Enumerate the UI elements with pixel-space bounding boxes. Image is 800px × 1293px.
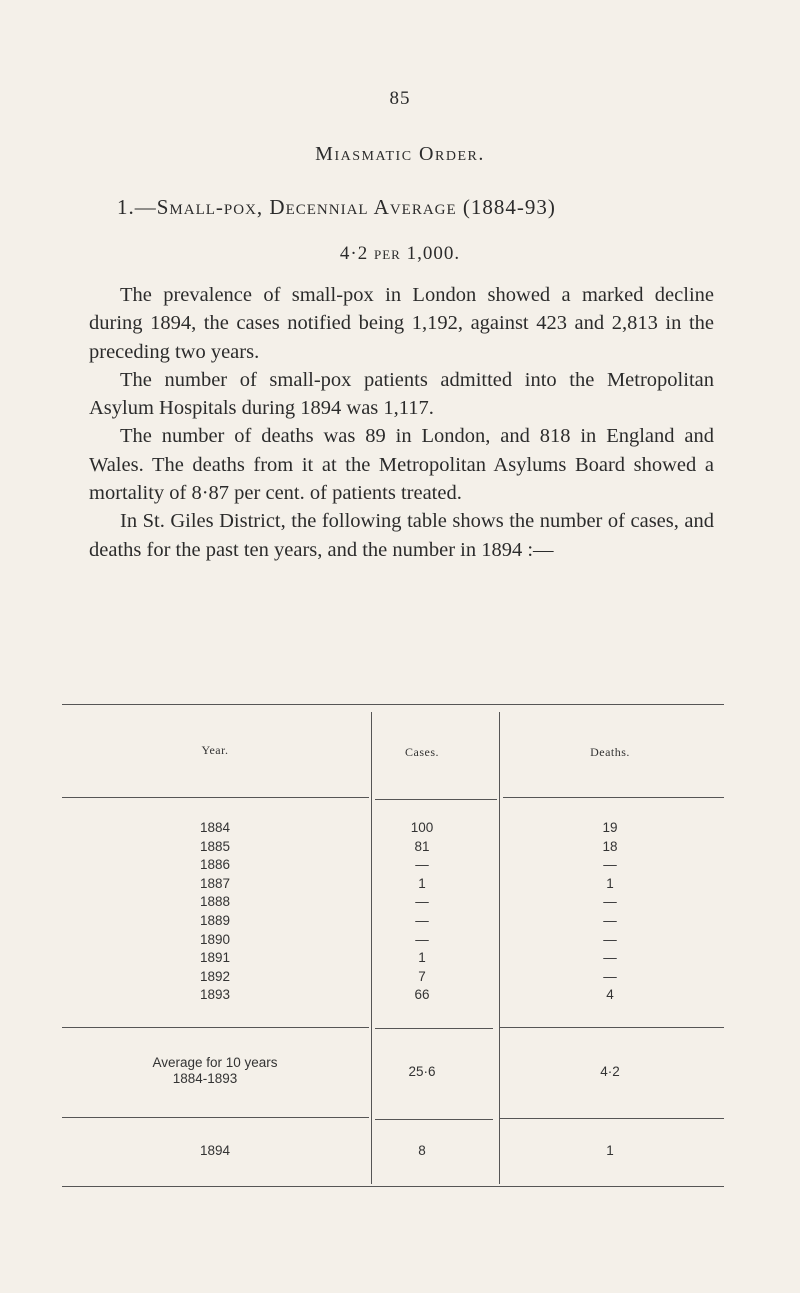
table-cell-deaths: 4 [606, 987, 614, 1003]
table-cell-deaths: — [603, 894, 617, 910]
paragraph: In St. Giles District, the following table shows the number of cases, and deaths for the past ten years, and the number in 1894 :— [89, 510, 714, 561]
table-cell-year: 1884 [199, 820, 231, 835]
table-cell-year: 1891 [199, 950, 231, 966]
table-rule [62, 1027, 369, 1028]
column-header-cases: Cases. [405, 745, 439, 759]
table-cell-cases: 81 [414, 838, 430, 854]
table-cell-cases: 66 [414, 987, 430, 1003]
table-cell-cases: — [415, 894, 429, 910]
table-rule [62, 1117, 369, 1118]
table-rule [503, 797, 724, 798]
table-cell-year: 1886 [199, 857, 231, 873]
table-cell-cases: 1 [418, 875, 426, 891]
cases-column [372, 819, 472, 1005]
average-label [115, 1055, 315, 1087]
current-cases: 8 [418, 1143, 426, 1158]
order-heading: Miasmatic Order. [315, 143, 485, 165]
average-label-line2: 1884-1893 [172, 1071, 238, 1086]
page-number: 85 [389, 88, 411, 109]
paragraph: The number of small-pox patients admitted into the Metropolitan Asylum Hospitals during 1894 was 1,117. [89, 368, 714, 420]
year-column [115, 819, 315, 1005]
table-cell-deaths: — [603, 950, 617, 966]
table-cell-year: 1889 [199, 912, 231, 928]
table-rule [62, 797, 369, 798]
section-heading: 1.—Small-pox, Decennial Average (1884-93) [117, 195, 556, 219]
table-cell-deaths: — [603, 968, 617, 984]
table-cell-year: 1890 [199, 931, 231, 947]
table-cell-year: 1887 [199, 875, 231, 891]
current-year: 1894 [199, 1143, 231, 1158]
table-rule [500, 1118, 724, 1119]
table-cell-cases: 100 [410, 820, 434, 835]
column-header-year: Year. [201, 743, 229, 757]
table-cell-cases: — [415, 857, 429, 873]
table-cell-year: 1892 [199, 968, 231, 984]
table-cell-deaths: 19 [602, 820, 618, 835]
deaths-column [500, 819, 720, 1005]
table-cell-year: 1885 [199, 838, 231, 854]
column-header-deaths: Deaths. [590, 745, 630, 759]
table-cell-cases: 7 [418, 968, 426, 984]
table-cell-deaths: — [603, 912, 617, 928]
table-cell-year: 1888 [199, 894, 231, 910]
average-cases: 25·6 [408, 1064, 436, 1079]
table-cell-year: 1893 [199, 987, 231, 1003]
table-rule [62, 704, 724, 705]
table-cell-cases: — [415, 931, 429, 947]
table-rule [500, 1027, 724, 1028]
table-rule [375, 1119, 493, 1120]
average-deaths: 4·2 [600, 1064, 620, 1079]
table-rule [375, 799, 497, 800]
table-rule [375, 1028, 493, 1029]
table-cell-deaths: 18 [602, 838, 618, 854]
paragraph: The number of deaths was 89 in London, and 818 in England and Wales. The deaths from it at the Metropolitan Asylums Board showed a mortality of 8·87 per cent. of patients treated. [89, 425, 714, 505]
table-cell-cases: 1 [418, 950, 426, 966]
table-cell-deaths: — [603, 857, 617, 873]
table-cell-deaths: — [603, 931, 617, 947]
table-cell-deaths: 1 [606, 875, 614, 891]
current-deaths: 1 [606, 1143, 614, 1158]
paragraph: The prevalence of small-pox in London showed a marked decline during 1894, the cases notified being 1,192, against 423 and 2,813 in the preceding two years. [89, 284, 714, 363]
section-rate: 4·2 per 1,000. [339, 243, 461, 264]
table-rule [62, 1186, 724, 1187]
table-cell-cases: — [415, 912, 429, 928]
average-label-line1: Average for 10 years [152, 1055, 278, 1070]
